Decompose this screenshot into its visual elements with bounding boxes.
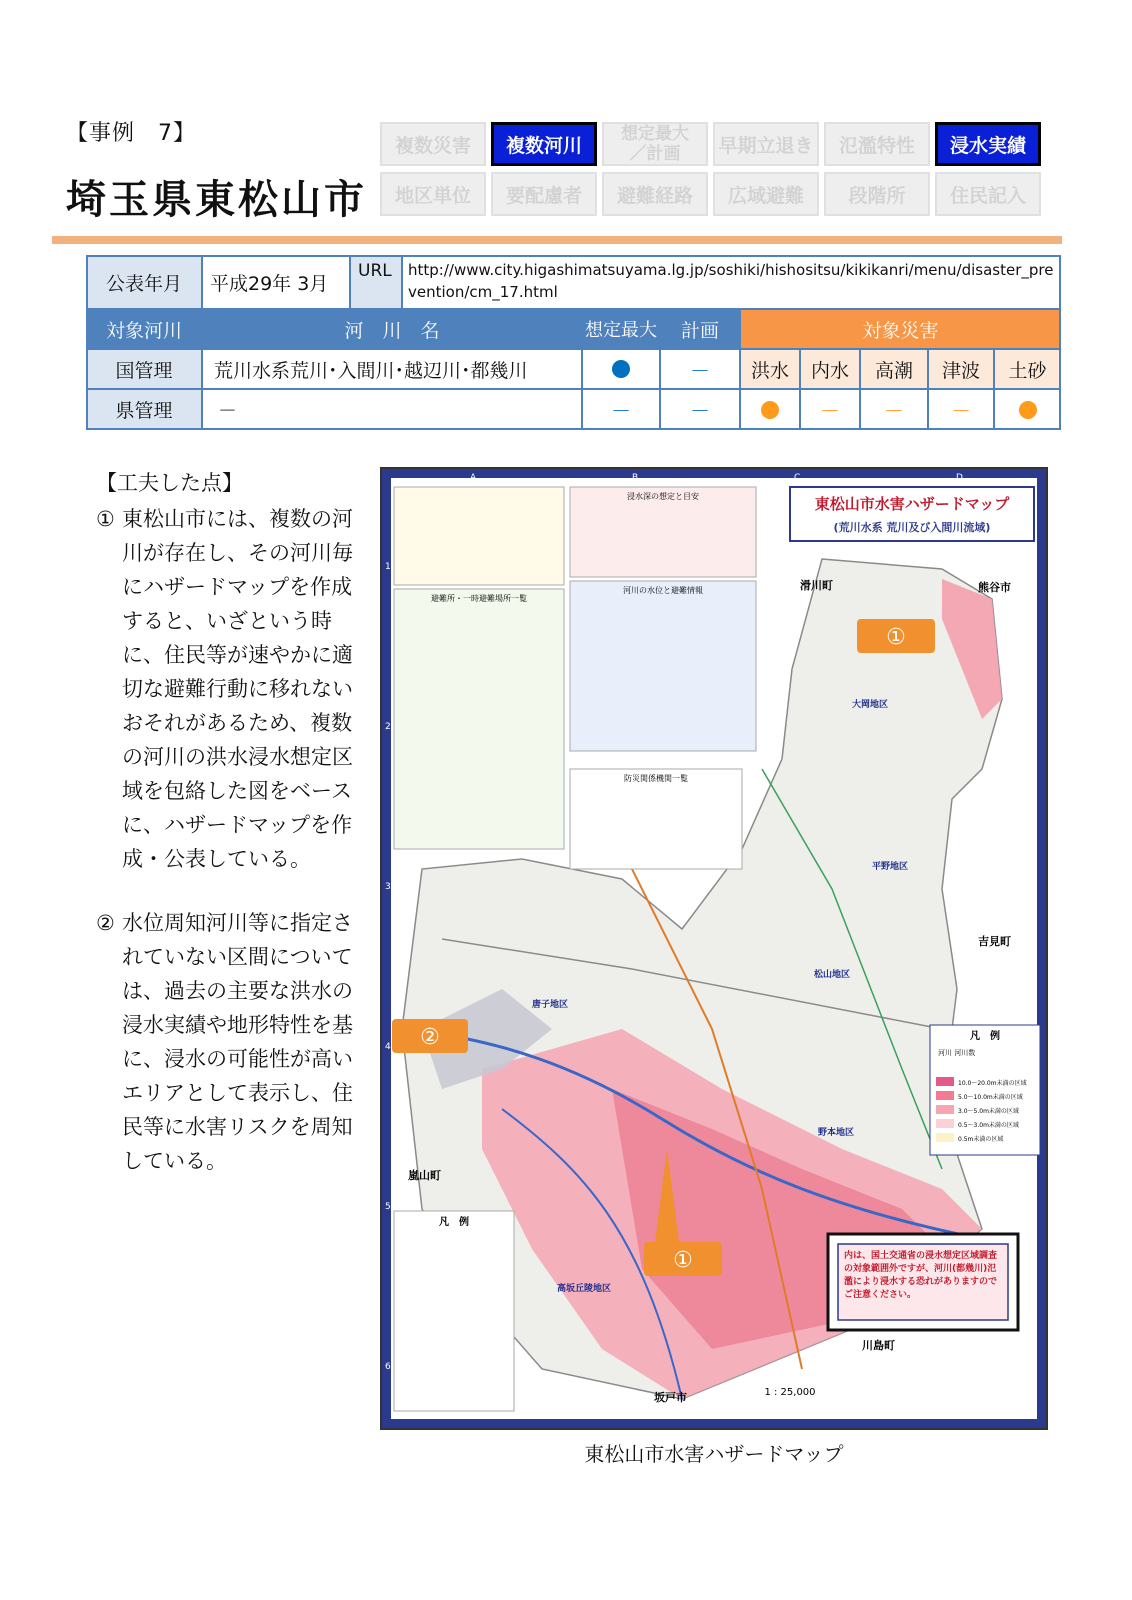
national-rivers: 荒川水系荒川･入間川･越辺川･都幾川 [202, 349, 582, 389]
row-num-4: 4 [385, 1042, 391, 1052]
tag-flood-characteristics: 氾濫特性 [824, 122, 930, 166]
national-label: 国管理 [86, 349, 202, 389]
river-name-header: 河 川 名 [202, 309, 582, 349]
prefectural-label: 県管理 [86, 389, 202, 430]
water-level-panel-title: 河川の水位と避難情報 [623, 586, 703, 595]
symbol-legend-title: 凡 例 [439, 1217, 469, 1228]
key-point-2 [96, 906, 371, 1178]
district-nomoto: 野本地区 [818, 1128, 855, 1138]
map-title: 東松山市水害ハザードマップ [814, 495, 1010, 513]
intro-panel [394, 487, 564, 585]
town-east: 吉見町 [978, 935, 1011, 948]
callout-2: ② [420, 1025, 440, 1050]
tag-early-evacuation: 早期立退き [713, 122, 819, 166]
tag-wide-area-evacuation: 広域避難 [713, 172, 819, 216]
town-nw: 滑川町 [800, 579, 833, 592]
legend-swatch-1 [936, 1077, 954, 1086]
prefectural-tsunami: － [928, 389, 994, 430]
col-letter-d: D [956, 473, 963, 483]
col-letter-a: A [470, 473, 477, 483]
town-west: 嵐山町 [408, 1169, 441, 1182]
symbol-legend-box [394, 1211, 514, 1411]
plan-header: 計画 [660, 309, 740, 349]
tag-district-unit: 地区単位 [380, 172, 486, 216]
depth-panel-title: 浸水深の想定と目安 [627, 492, 699, 501]
tag-multi-river: 複数河川 [491, 122, 597, 166]
key-point-2-number: ② [96, 911, 115, 935]
tag-row-1 [380, 122, 1042, 166]
header-divider [52, 236, 1062, 244]
hazard-map [380, 467, 1048, 1430]
col-letter-b: B [632, 473, 639, 483]
callout-1-top: ① [886, 625, 906, 650]
published-label: 公表年月 [86, 255, 202, 309]
col-letter-c: C [794, 473, 801, 483]
tag-multi-disaster: 複数災害 [380, 122, 486, 166]
tag-max-plan-label: 想定最大／計画 [621, 124, 689, 164]
case-label: 【事例 7】 [66, 121, 196, 146]
district-karako: 唐子地区 [532, 1000, 569, 1010]
info-table [86, 255, 1061, 430]
notice-text-wrap [844, 1250, 1004, 1318]
legend-river: 河川 河川数 [938, 1049, 976, 1057]
row-num-2: 2 [385, 722, 391, 732]
page-title: 埼玉県東松山市 [66, 177, 367, 223]
shelter-list-title: 避難所・一時避難場所一覧 [431, 594, 527, 603]
callout-1-bottom: ① [673, 1248, 693, 1273]
legend-swatch-5 [936, 1133, 954, 1142]
hazard-map-svg [382, 469, 1046, 1428]
disaster-storm-surge: 高潮 [860, 349, 928, 389]
row-num-6: 6 [385, 1362, 391, 1372]
key-points-heading: 【工夫した点】 [96, 471, 243, 495]
prefectural-max: － [582, 389, 660, 430]
disaster-flood: 洪水 [740, 349, 800, 389]
legend-item-4: 0.5〜3.0m未満の区域 [958, 1122, 1019, 1129]
disaster-header: 対象災害 [740, 309, 1061, 349]
legend-swatch-3 [936, 1105, 954, 1114]
row-num-1: 1 [385, 562, 391, 572]
notice-text: 内は、国土交通省の浸水想定区域調査の対象範囲外ですが、河川(都幾川)氾濫により浸水する恐れがありますのでご注意ください。 [844, 1251, 998, 1300]
map-subtitle: (荒川水系 荒川及び入間川流域) [833, 521, 991, 534]
district-ooka: 大岡地区 [852, 700, 889, 710]
district-hirano: 平野地区 [872, 862, 909, 872]
tag-row-2 [380, 172, 1042, 216]
town-south: 坂戸市 [654, 1391, 687, 1404]
disaster-landslide: 土砂 [994, 349, 1061, 389]
water-level-panel [570, 581, 756, 751]
map-caption: 東松山市水害ハザードマップ [584, 1442, 844, 1466]
tag-evacuation-route: 避難経路 [602, 172, 708, 216]
agency-panel [570, 769, 742, 869]
key-point-1-text: 東松山市には、複数の河川が存在し、その河川毎にハザードマップを作成すると、いざという時に、住民等が速やかに適切な避難行動に移れないおそれがあるため、複数の河川の洪水浸水想定区域を包絡した図をベースに、ハザードマップを作成・公表している。 [122, 507, 353, 871]
prefectural-storm-surge: － [860, 389, 928, 430]
legend-item-3: 3.0〜5.0m未満の区域 [958, 1108, 1019, 1115]
prefectural-inland: － [800, 389, 860, 430]
max-header: 想定最大 [582, 309, 660, 349]
row-num-3: 3 [385, 882, 391, 892]
target-river-header: 対象河川 [86, 309, 202, 349]
tag-resident-entry: 住民記入 [935, 172, 1041, 216]
shelter-list-panel [394, 589, 564, 849]
district-takasaka-kyuryo: 高坂丘陵地区 [557, 1284, 612, 1294]
published-value: 平成29年 3月 [202, 255, 350, 309]
url-label: URL [350, 255, 402, 309]
legend-item-2: 5.0〜10.0m未満の区域 [958, 1094, 1023, 1101]
key-points [96, 466, 371, 1208]
row-num-5: 5 [385, 1202, 391, 1212]
key-point-1-number: ① [96, 507, 115, 531]
town-ne: 熊谷市 [978, 581, 1011, 594]
national-plan: － [660, 349, 740, 389]
legend-title: 凡 例 [970, 1031, 1000, 1042]
legend-swatch-2 [936, 1091, 954, 1100]
key-point-1 [96, 502, 371, 876]
legend-swatch-4 [936, 1119, 954, 1128]
legend-item-5: 0.5m未満の区域 [958, 1136, 1004, 1143]
agency-panel-title: 防災関係機関一覧 [624, 774, 688, 783]
tag-stage: 段階所 [824, 172, 930, 216]
prefectural-rivers: － [202, 389, 582, 430]
town-se: 川島町 [862, 1339, 895, 1352]
tag-flood-record: 浸水実績 [935, 122, 1041, 166]
legend-item-1: 10.0〜20.0m未満の区域 [958, 1080, 1027, 1087]
district-matsuyama: 松山地区 [814, 970, 851, 980]
prefectural-plan: － [660, 389, 740, 430]
tag-care-needed: 要配慮者 [491, 172, 597, 216]
disaster-inland: 内水 [800, 349, 860, 389]
map-scale: 1 : 25,000 [764, 1387, 816, 1398]
url-link[interactable]: http://www.city.higashimatsuyama.lg.jp/soshiki/hishositsu/kikikanri/menu/disaster_prevention/cm_17.html [402, 255, 1061, 309]
tag-max-plan [602, 122, 708, 166]
disaster-tsunami: 津波 [928, 349, 994, 389]
key-point-2-text: 水位周知河川等に指定されていない区間については、過去の主要な洪水の浸水実績や地形特性を基に、浸水の可能性が高いエリアとして表示し、住民等に水害リスクを周知している。 [122, 911, 353, 1173]
